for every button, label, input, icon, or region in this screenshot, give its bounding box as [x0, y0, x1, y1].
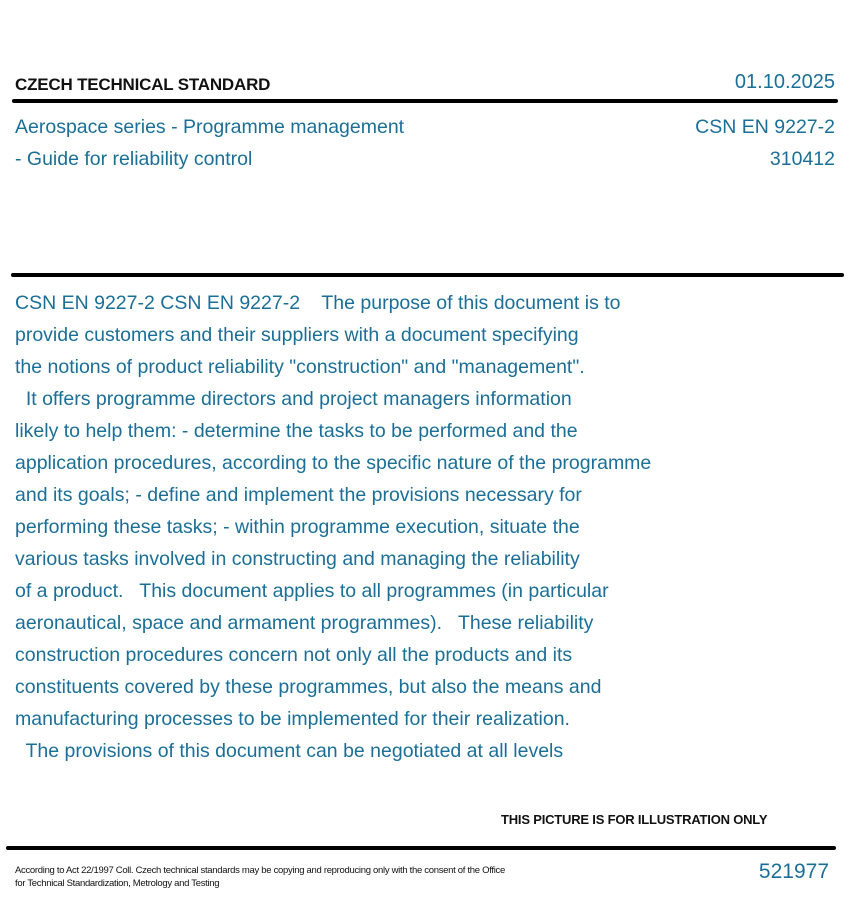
abstract-line: provide customers and their suppliers with a document specifying — [15, 324, 579, 346]
classification-number: 310412 — [769, 148, 835, 170]
abstract-line: construction procedures concern not only all the products and its — [15, 644, 573, 666]
abstract-line: and its goals; - define and implement the provisions necessary for — [15, 484, 582, 506]
document-title-line-2: - Guide for reliability control — [15, 148, 253, 170]
legal-line: According to Act 22/1997 Coll. Czech technical standards may be copying and reproducing only with the consent of the Office — [15, 865, 505, 876]
abstract-line: application procedures, according to the specific nature of the programme — [15, 452, 652, 474]
abstract-line: performing these tasks; - within programme execution, situate the — [15, 516, 580, 538]
document-title-line-1: Aerospace series - Programme management — [15, 116, 405, 138]
abstract-line: CSN EN 9227-2 CSN EN 9227-2 The purpose of this document is to — [15, 292, 621, 314]
standard-code: CSN EN 9227-2 — [695, 116, 835, 138]
abstract-divider — [11, 273, 844, 277]
footer-divider — [6, 846, 836, 850]
illustration-notice: THIS PICTURE IS FOR ILLUSTRATION ONLY — [501, 812, 768, 827]
legal-line: for Technical Standardization, Metrology and Testing — [15, 878, 220, 889]
publication-date: 01.10.2025 — [734, 71, 835, 93]
standard-type-heading: CZECH TECHNICAL STANDARD — [15, 75, 271, 94]
catalog-number: 521977 — [758, 860, 829, 883]
abstract-line: the notions of product reliability "construction" and "management". — [15, 356, 585, 378]
abstract-line: various tasks involved in constructing and managing the reliability — [15, 548, 580, 570]
abstract-line: It offers programme directors and project managers information — [15, 388, 572, 410]
abstract-line: The provisions of this document can be negotiated at all levels — [15, 740, 564, 762]
legal-notice — [15, 864, 595, 890]
abstract-line: constituents covered by these programmes, but also the means and — [15, 676, 602, 698]
abstract-text — [15, 287, 735, 767]
abstract-line: of a product. This document applies to all programmes (in particular — [15, 580, 609, 602]
abstract-line: aeronautical, space and armament programmes). These reliability — [15, 612, 594, 634]
abstract-line: likely to help them: - determine the tasks to be performed and the — [15, 420, 578, 442]
header-divider — [12, 99, 838, 103]
abstract-line: manufacturing processes to be implemented for their realization. — [15, 708, 570, 730]
